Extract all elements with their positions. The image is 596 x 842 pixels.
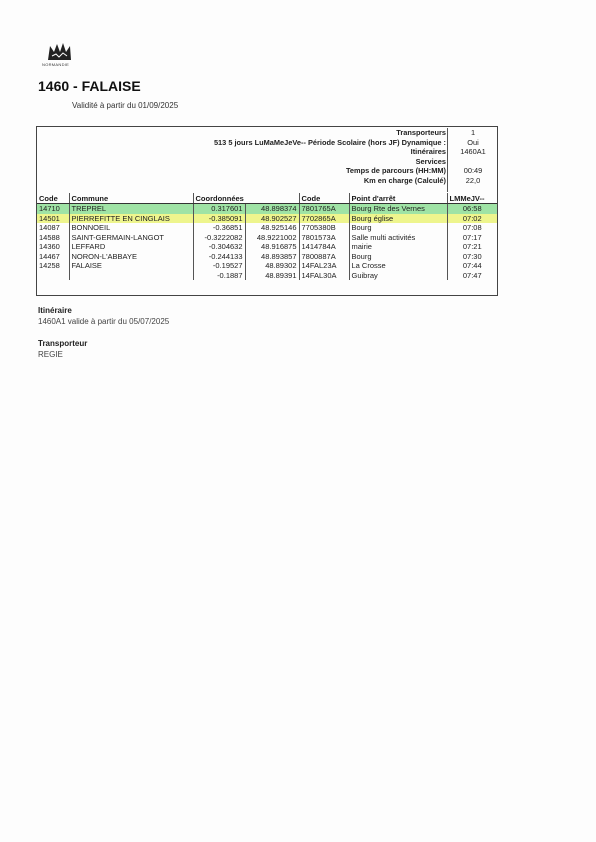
cell-stop-name: Salle multi activités <box>349 233 447 243</box>
route-info-label: Services <box>415 156 446 166</box>
cell-latitude: 48.925146 <box>245 223 299 233</box>
cell-latitude: 48.89302 <box>245 261 299 271</box>
route-info-value: 1460A1 <box>460 147 486 156</box>
route-info-label: Itinéraires <box>410 147 446 156</box>
cell-stop-name: Bourg église <box>349 214 447 224</box>
cell-commune: BONNOEIL <box>69 223 193 233</box>
route-info-value: 00:49 <box>463 166 483 175</box>
cell-longitude: -0.304632 <box>193 242 245 252</box>
cell-commune: NORON-L'ABBAYE <box>69 252 193 262</box>
cell-commune: FALAISE <box>69 261 193 271</box>
table-header-row <box>37 193 497 204</box>
normandie-logo-icon <box>44 40 74 64</box>
route-info-label: Transporteurs <box>396 128 446 137</box>
table-row <box>37 214 497 224</box>
cell-latitude: 48.893857 <box>245 252 299 262</box>
cell-stop-code: 14FAL30A <box>299 271 349 281</box>
logo-text: NORMANDIE <box>42 62 70 67</box>
itinerary-title: Itinéraire <box>38 306 72 315</box>
cell-commune: TREPREL <box>69 204 193 214</box>
cell-commune: PIERREFITTE EN CINGLAIS <box>69 214 193 224</box>
cell-latitude: 48.898374 <box>245 204 299 214</box>
route-info <box>36 128 498 185</box>
page-title: 1460 - FALAISE <box>38 78 141 94</box>
route-info-row <box>36 157 498 167</box>
table-row <box>37 204 497 214</box>
cell-latitude: 48.916875 <box>245 242 299 252</box>
cell-stop-code: 14FAL23A <box>299 261 349 271</box>
table-row <box>37 252 497 262</box>
validity-date: Validité à partir du 01/09/2025 <box>72 101 179 110</box>
cell-commune <box>69 271 193 281</box>
column-header-days: LMMeJV-- <box>447 193 497 204</box>
cell-stop-code: 7702865A <box>299 214 349 224</box>
cell-code: 14360 <box>37 242 69 252</box>
route-info-row <box>36 147 498 157</box>
stops-table <box>37 193 497 280</box>
cell-code: 14467 <box>37 252 69 262</box>
column-header-stop-code: Code <box>299 193 349 204</box>
route-info-label: Km en charge (Calculé) <box>363 175 446 185</box>
cell-commune: SAINT-GERMAIN-LANGOT <box>69 233 193 243</box>
route-info-value: 1 <box>470 128 476 137</box>
cell-stop-code: 7705380B <box>299 223 349 233</box>
cell-longitude: -0.19527 <box>193 261 245 271</box>
cell-stop-name: Bourg Rte des Vernes <box>349 204 447 214</box>
cell-latitude: 48.9221002 <box>245 233 299 243</box>
cell-longitude: -0.36851 <box>193 223 245 233</box>
cell-latitude: 48.89391 <box>245 271 299 281</box>
route-info-row <box>36 128 498 138</box>
cell-code: 14087 <box>37 223 69 233</box>
cell-time: 06:58 <box>447 204 497 214</box>
table-row <box>37 233 497 243</box>
column-header-stop: Point d'arrêt <box>349 193 447 204</box>
route-info-value: Oui <box>467 137 479 147</box>
cell-longitude: -0.1887 <box>193 271 245 281</box>
cell-longitude: -0.3222082 <box>193 233 245 243</box>
carrier-name: REGIE <box>38 350 63 359</box>
route-info-row <box>36 176 498 186</box>
route-info-label: Temps de parcours (HH:MM) <box>345 166 446 175</box>
cell-time: 07:21 <box>462 242 482 252</box>
cell-time: 07:02 <box>447 214 497 224</box>
cell-stop-name: La Crosse <box>349 261 447 271</box>
column-header-coordinates: Coordonnées <box>193 193 299 204</box>
route-info-value: 22,0 <box>465 175 481 185</box>
cell-time: 07:17 <box>462 232 482 242</box>
itinerary-text: 1460A1 valide à partir du 05/07/2025 <box>38 317 170 326</box>
cell-longitude: 0.317601 <box>193 204 245 214</box>
cell-longitude: -0.385091 <box>193 214 245 224</box>
table-row <box>37 261 497 271</box>
cell-longitude: -0.244133 <box>193 252 245 262</box>
cell-stop-code: 7801573A <box>299 233 349 243</box>
cell-time: 07:44 <box>462 261 482 271</box>
carrier-title: Transporteur <box>38 339 88 348</box>
cell-commune: LEFFARD <box>69 242 193 252</box>
cell-latitude: 48.902527 <box>245 214 299 224</box>
cell-stop-name: Bourg <box>349 223 447 233</box>
table-row <box>37 271 497 281</box>
table-row <box>37 242 497 252</box>
route-info-row <box>36 166 498 176</box>
column-header-commune: Commune <box>69 193 193 204</box>
cell-code: 14501 <box>37 214 69 224</box>
column-header-code: Code <box>37 193 69 204</box>
cell-stop-name: Guibray <box>349 271 447 281</box>
cell-code: 14710 <box>37 204 69 214</box>
cell-stop-name: mairie <box>349 242 447 252</box>
cell-stop-code: 7801765A <box>299 204 349 214</box>
cell-stop-code: 1414784A <box>299 242 349 252</box>
cell-code <box>37 271 69 281</box>
cell-code: 14258 <box>37 261 69 271</box>
cell-stop-code: 7800887A <box>299 252 349 262</box>
cell-time: 07:08 <box>462 223 482 233</box>
route-info-label: 513 5 jours LuMaMeJeVe-- Période Scolaire (hors JF) Dynamique : <box>213 137 446 147</box>
route-info-row <box>36 138 498 148</box>
cell-time: 07:47 <box>462 270 482 280</box>
cell-stop-name: Bourg <box>349 252 447 262</box>
cell-code: 14588 <box>37 233 69 243</box>
table-row <box>37 223 497 233</box>
cell-time: 07:30 <box>462 251 482 261</box>
